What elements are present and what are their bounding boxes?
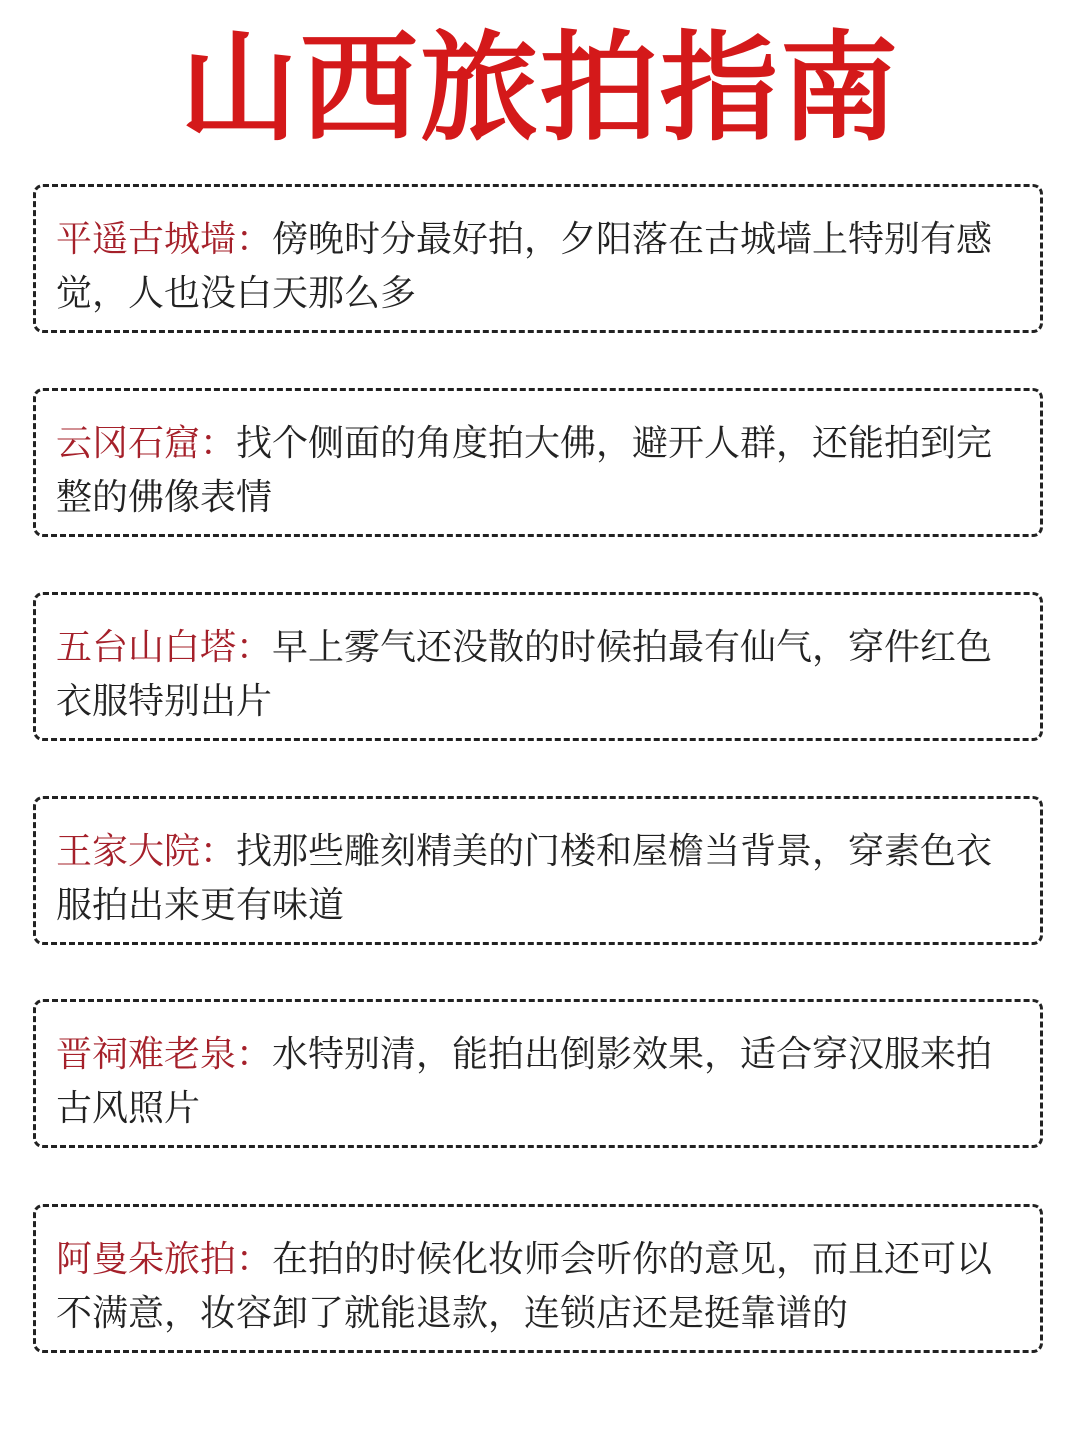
tip-place: 王家大院 <box>56 831 201 872</box>
tip-card-pingyao <box>33 184 1043 333</box>
tip-place: 阿曼朵旅拍 <box>56 1239 237 1280</box>
tip-separator: ： <box>236 1239 273 1280</box>
tip-card-yungang <box>33 388 1043 537</box>
tip-text: 找那些雕刻精美的门楼和屋檐当背景，穿素色衣服拍出来更有味道 <box>56 831 993 926</box>
tip-text: 早上雾气还没散的时候拍最有仙气，穿件红色衣服特别出片 <box>56 627 993 722</box>
tip-separator: ： <box>236 219 273 260</box>
tip-text: 在拍的时候化妆师会听你的意见，而且还可以不满意，妆容卸了就能退款，连锁店还是挺靠谱的 <box>56 1239 993 1334</box>
tip-separator: ： <box>236 1034 273 1075</box>
tip-place: 云冈石窟 <box>56 423 201 464</box>
tip-separator: ： <box>200 831 237 872</box>
tip-place: 平遥古城墙 <box>56 219 237 260</box>
tip-card-amanduo <box>33 1204 1043 1353</box>
tip-separator: ： <box>200 423 237 464</box>
tip-place: 五台山白塔 <box>56 627 237 668</box>
tip-card-wangjia <box>33 796 1043 945</box>
tip-card-wutaishan <box>33 592 1043 741</box>
tip-text: 找个侧面的角度拍大佛，避开人群，还能拍到完整的佛像表情 <box>56 423 993 518</box>
tip-place: 晋祠难老泉 <box>56 1034 237 1075</box>
page-title: 山西旅拍指南 <box>179 19 900 157</box>
tip-card-jinci <box>33 999 1043 1148</box>
tip-separator: ： <box>236 627 273 668</box>
tip-text: 水特别清，能拍出倒影效果，适合穿汉服来拍古风照片 <box>56 1034 993 1129</box>
tip-text: 傍晚时分最好拍，夕阳落在古城墙上特别有感觉，人也没白天那么多 <box>56 219 993 314</box>
